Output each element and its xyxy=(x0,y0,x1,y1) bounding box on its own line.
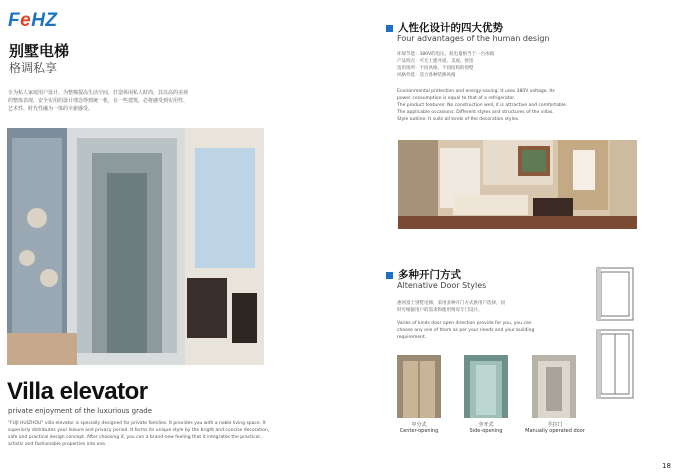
intro-text-zh: 专为私人家庭用户设计，为整梯提高生活空间，打造休闲私人时尚，其以高的美观的整体表现，安全实用的设计理念得到统一机，在一些建筑，必将感受到实用性、艺术性、时代性融为一体的全新感受。 xyxy=(8,90,189,112)
advantages-list-en xyxy=(397,88,637,123)
description-en: "FUJI HUIZHOU" villa elevator is specially designed for private families. It provides you with a noble living space. It superiorly distributes your leisure and privacy period. It forms its unique style by the bright and concise decoration, safe and practical design concept. After choosing it, you can a brand new feeling that it integrates the practical, artistic and fashionable properties into one. xyxy=(8,421,270,447)
door-side-opening-photo xyxy=(464,355,508,418)
door-caption-en: Manually operated door xyxy=(525,428,585,434)
doors-text-line: requirement. xyxy=(397,335,427,340)
advantages-list-zh xyxy=(397,51,627,79)
square-bullet-icon xyxy=(386,272,393,279)
subtitle-en: private enjoyment of the luxurious grade xyxy=(8,407,153,415)
door-caption-manual xyxy=(519,421,591,434)
page-number: 18 xyxy=(662,462,671,470)
brand-logo: FeHZ xyxy=(8,10,58,31)
advantage-line: The product features: No construction well, it is attractive and comfortable. xyxy=(397,103,568,108)
page-title-zh: 别墅电梯 xyxy=(9,42,70,60)
doors-text-en xyxy=(397,320,537,341)
door-caption-en: Center-opening xyxy=(399,428,439,434)
door-caption-zh: 中分式 xyxy=(411,422,427,428)
advantage-line: Environmental protection and energy-saving: It uses 380V voltage. Its xyxy=(397,89,555,94)
advantage-line: Style outline: It suits all kinds of the decoration styles. xyxy=(397,117,520,122)
doors-text-line: choose any one of them as per your needs and your building xyxy=(397,328,535,333)
door-manual-photo xyxy=(532,355,576,418)
door-center-opening-photo xyxy=(397,355,441,418)
section-advantages-subheading: Four advantages of the human design xyxy=(397,34,550,43)
advantage-line: 适用场所：不同风格、不同结构的别墅 xyxy=(397,66,474,71)
doors-text-line: 惠州富士别墅电梯，采用多种开门方式供用户选择，同 xyxy=(397,301,505,306)
section-doors-subheading: Altenative Door Styles xyxy=(397,281,487,290)
villa-elevator-photo xyxy=(7,128,264,365)
advantage-line: 环保节能：380V的电压，耗电量相当于一台冰箱 xyxy=(397,52,495,57)
title-en: Villa elevator xyxy=(7,378,148,405)
page-subtitle-zh: 格调私享 xyxy=(9,61,58,75)
door-caption-zh: 旁开式 xyxy=(478,422,494,428)
doors-text-line: Varies of kinds door open direction provide for you, you can xyxy=(397,321,532,326)
door-caption-zh: 手拉门 xyxy=(547,422,563,428)
doors-text-zh xyxy=(397,300,537,314)
section-advantages-heading: 人性化设计的四大优势 xyxy=(386,20,503,35)
advantage-line: The applicable occasions: Different styles and structures of the villas. xyxy=(397,110,554,115)
advantage-line: 风格外延：适合各种装修风格 xyxy=(397,73,456,78)
advantage-line: power consumption is equal to that of a refrigerator. xyxy=(397,96,516,101)
door-diagram-drawings xyxy=(595,266,635,401)
square-bullet-icon xyxy=(386,25,393,32)
advantage-line: 产品特点：可无土建井道，美观、舒适 xyxy=(397,59,474,64)
door-caption-center xyxy=(387,421,451,434)
doors-text-line: 时可根据用户的需求和使用情况专门设计。 xyxy=(397,308,483,313)
door-caption-side xyxy=(454,421,518,434)
door-caption-en: Side-opening xyxy=(469,428,503,434)
living-room-photo xyxy=(398,140,637,229)
section-doors-heading: 多种开门方式 xyxy=(386,267,461,282)
